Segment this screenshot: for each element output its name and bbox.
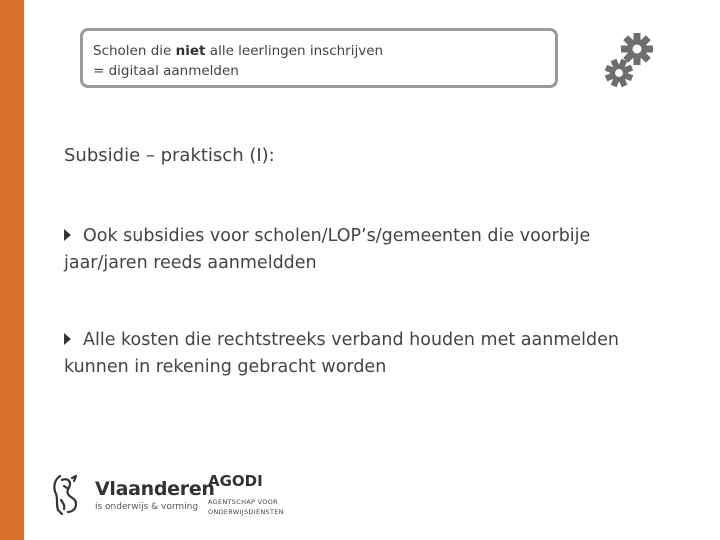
- agodi-tagline-line: AGENTSCHAP VOOR: [208, 498, 278, 506]
- agodi-tagline-line: ONDERWIJSDIENSTEN: [208, 508, 284, 516]
- title-banner: [80, 28, 558, 88]
- orange-side-band: [0, 0, 24, 540]
- arrow-right-icon: [64, 229, 71, 241]
- gears-icon: [602, 32, 654, 88]
- vlaanderen-logo-text: Vlaanderen: [95, 478, 215, 500]
- flemish-lion-icon: [50, 472, 82, 516]
- bullet-text: Ook subsidies voor scholen/LOP’s/gemeenten die voorbije jaar/jaren reeds aanmeldden: [64, 226, 591, 273]
- agodi-logo-text: AGODI: [208, 472, 263, 490]
- bullet-item: [64, 223, 664, 277]
- vlaanderen-tagline: is onderwijs & vorming: [95, 502, 199, 512]
- banner-text-part: Scholen die: [93, 43, 176, 59]
- banner-emphasis: niet: [175, 43, 206, 59]
- slide-heading: Subsidie – praktisch (I):: [64, 145, 275, 166]
- banner-line-1: [93, 41, 545, 61]
- footer-logos: [50, 468, 310, 523]
- agodi-tagline: [208, 497, 298, 517]
- banner-line-2: = digitaal aanmelden: [93, 63, 239, 79]
- arrow-right-icon: [64, 333, 71, 345]
- banner-text-part: alle leerlingen inschrijven: [205, 43, 384, 59]
- bullet-text: Alle kosten die rechtstreeks verband houden met aanmelden kunnen in rekening gebracht worden: [64, 330, 619, 377]
- bullet-item: [64, 327, 664, 381]
- gear-icon: [604, 58, 634, 88]
